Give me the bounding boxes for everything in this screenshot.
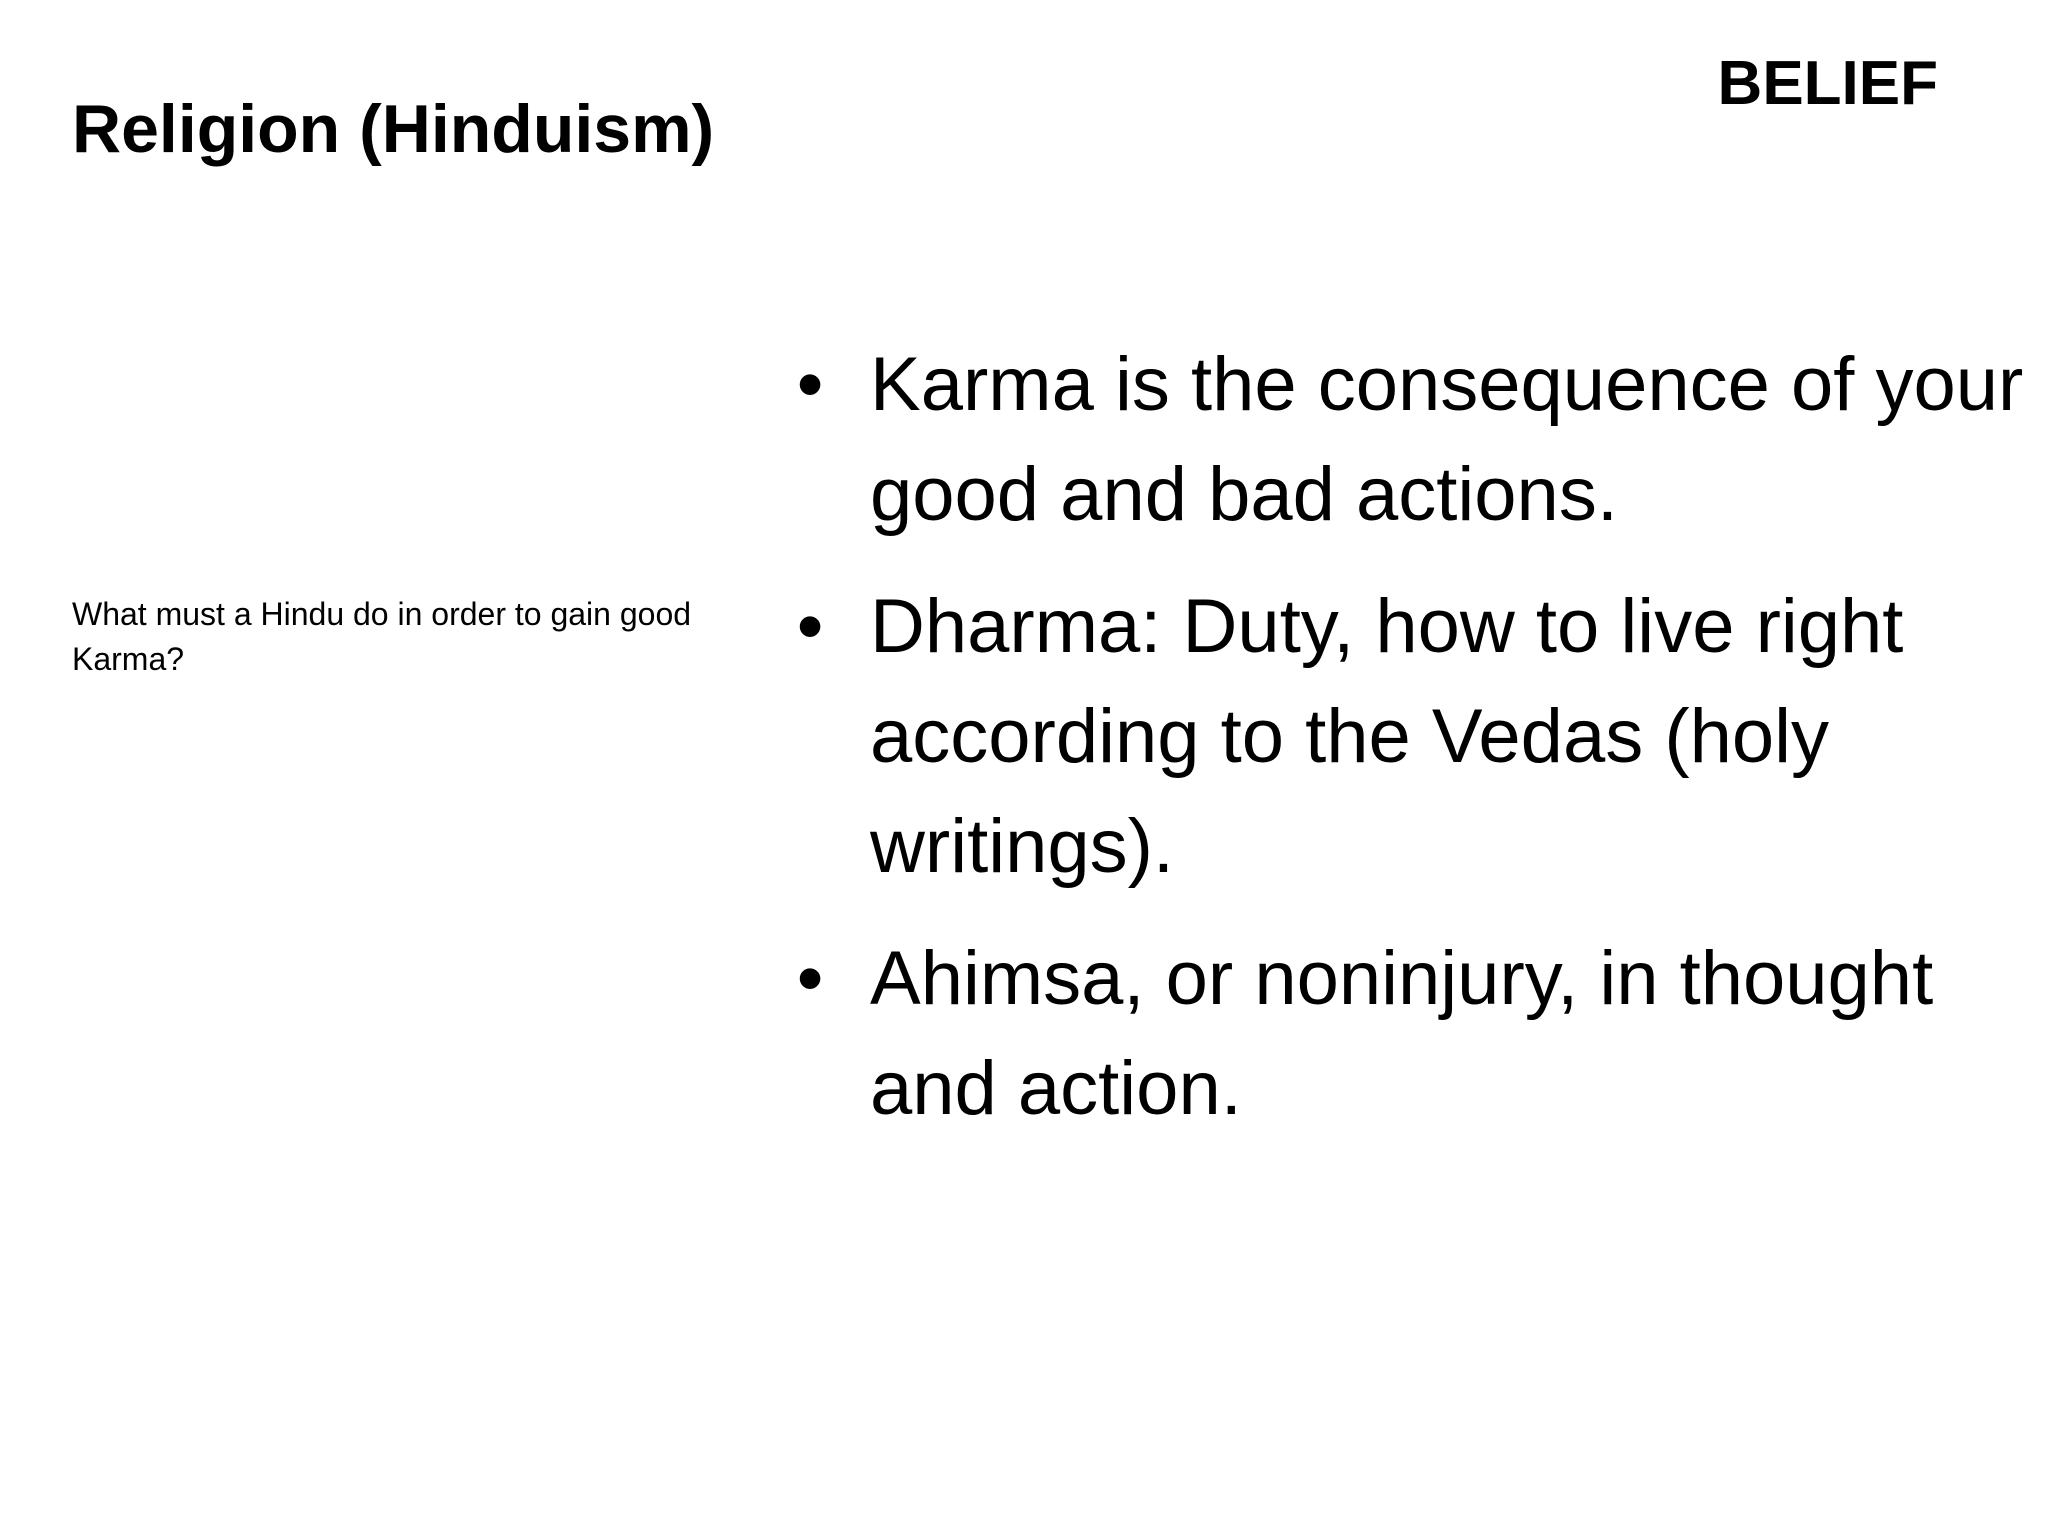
bullet-dot-icon: • xyxy=(796,342,824,427)
bullet-dot-icon: • xyxy=(796,584,824,669)
bullet-item-karma xyxy=(790,330,2040,550)
bullet-text: Karma is the consequence of your good and bad actions. xyxy=(870,342,2024,537)
bullet-dot-icon: • xyxy=(796,936,824,1021)
bullet-item-dharma xyxy=(790,572,2040,902)
category-tag: BELIEF xyxy=(1717,49,1938,118)
bullet-text: Dharma: Duty, how to live right according to the Vedas (holy writings). xyxy=(870,584,1904,889)
question-text: What must a Hindu do in order to gain good Karma? xyxy=(72,596,692,678)
bullet-list xyxy=(790,330,2040,1166)
bullet-text: Ahimsa, or noninjury, in thought and action. xyxy=(870,936,1934,1131)
slide-title: Religion (Hinduism) xyxy=(72,91,715,167)
bullet-item-ahimsa xyxy=(790,924,2040,1144)
